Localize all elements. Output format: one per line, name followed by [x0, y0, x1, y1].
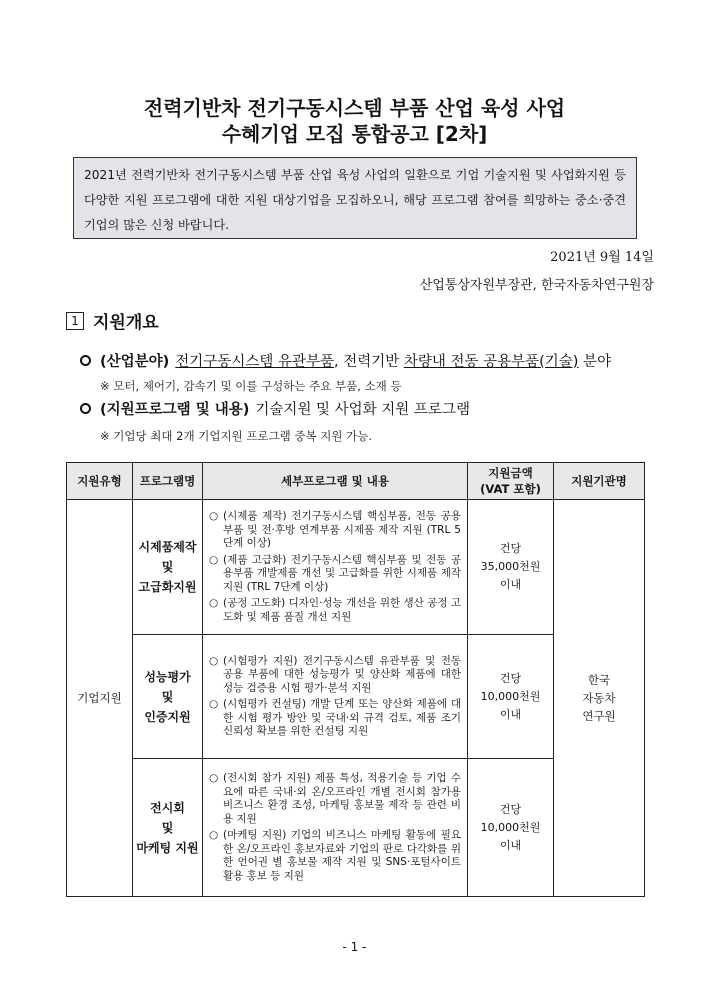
header-agency: 지원기관명 [554, 463, 645, 500]
program-note: ※ 기업당 최대 2개 기업지원 프로그램 중복 지원 가능. [100, 429, 373, 443]
industry-label: (산업분야) [100, 354, 170, 370]
section-heading [66, 308, 159, 333]
industry-part1: 전기구동시스템 유관부품 [175, 354, 334, 370]
industry-note: ※ 모터, 제어기, 감속기 및 이를 구성하는 주요 부품, 소재 등 [100, 379, 402, 393]
detail-item: ○ (공정 고도화) 디자인·성능 개선을 위한 생산 공정 고도화 및 제품 품질 개선 지원 [209, 597, 461, 623]
industry-bullet [80, 350, 611, 371]
program-text: 기술지원 및 사업화 지원 프로그램 [255, 402, 470, 418]
section-number: 1 [66, 312, 84, 330]
table-row [67, 500, 645, 635]
program-name-cell: 시제품제작 및 고급화지원 [133, 500, 203, 635]
industry-sep: , 전력기반 [333, 354, 404, 370]
detail-cell [203, 759, 468, 897]
detail-cell [203, 500, 468, 635]
amount-cell: 건당 35,000천원 이내 [468, 500, 554, 635]
detail-item: ○ (마케팅 지원) 기업의 비즈니스 마케팅 활동에 필요한 온/오프라인 홍보자료와 기업의 판로 다각화를 위한 언어권 별 홍보물 제작 지원 및 SNS·포털사이트 활용 홍보 등 지원 [209, 829, 461, 882]
detail-item: ○ (시험평가 컨설팅) 개발 단계 또는 양산화 제품에 대한 시험 평가 방안 및 국내·외 규격 검토, 제품 조기 신뢰성 확보를 위한 컨설팅 지원 [209, 698, 461, 737]
amount-cell: 건당 10,000천원 이내 [468, 635, 554, 759]
agency-cell: 한국 자동차 연구원 [554, 500, 645, 897]
program-name-cell: 성능평가 및 인증지원 [133, 635, 203, 759]
document-title-line1: 전력기반차 전기구동시스템 부품 산업 육성 사업 [143, 96, 566, 120]
program-bullet [80, 398, 470, 419]
program-label: (지원프로그램 및 내용) [100, 402, 250, 418]
header-program: 프로그램명 [133, 463, 203, 500]
circle-bullet-icon [80, 403, 91, 414]
page-number: - 1 - [342, 940, 367, 954]
detail-item: ○ (제품 고급화) 전기구동시스템 핵심부품 및 전동 공용부품 개발제품 개선 및 고급화를 위한 시제품 제작 지원 (TRL 7단계 이상) [209, 553, 461, 593]
program-name-cell: 전시회 및 마케팅 지원 [133, 759, 203, 897]
support-type-cell: 기업지원 [67, 500, 133, 897]
support-program-table [66, 462, 645, 897]
header-type: 지원유형 [67, 463, 133, 500]
amount-cell: 건당 10,000천원 이내 [468, 759, 554, 897]
circle-bullet-icon [80, 355, 91, 366]
detail-item: ○ (전시회 참가 지원) 제품 특성, 적용기술 등 기업 수요에 따른 국내·외 온/오프라인 개별 전시회 참가용 비즈니스 환경 조성, 마케팅 홍보물 제작 등 관련 비용 지원 [209, 772, 461, 825]
announcement-date: 2021년 9월 14일 [550, 250, 654, 265]
detail-cell [203, 635, 468, 759]
header-amount: 지원금액 (VAT 포함) [468, 463, 554, 500]
table-header-row [67, 463, 645, 500]
document-title-line2: 수혜기업 모집 통합공고 [2차] [221, 122, 488, 146]
section-title: 지원개요 [93, 313, 159, 333]
industry-tail: 분야 [578, 354, 612, 370]
header-detail: 세부프로그램 및 내용 [203, 463, 468, 500]
industry-part2: 차량내 전동 공용부품(기술) [403, 354, 579, 370]
notice-box: 2021년 전력기반차 전기구동시스템 부품 산업 육성 사업의 일환으로 기업 기술지원 및 사업화지원 등 다양한 지원 프로그램에 대한 지원 대상기업을 모집하오니, 해당 프로그램 참여를 희망하는 중소·중견기업의 많은 신청 바랍니다. [73, 157, 637, 239]
detail-item: ○ (시제품 제작) 전기구동시스템 핵심부품, 전동 공용부품 및 전·후방 연계부품 시제품 제작 지원 (TRL 5단계 이상) [209, 510, 461, 549]
detail-item: ○ (시험평가 지원) 전기구동시스템 유관부품 및 전동 공용 부품에 대한 성능평가 및 양산화 제품에 대한 성능 검증용 시험 평가·분석 지원 [209, 654, 461, 694]
issuer: 산업통상자원부장관, 한국자동차연구원장 [419, 278, 654, 293]
